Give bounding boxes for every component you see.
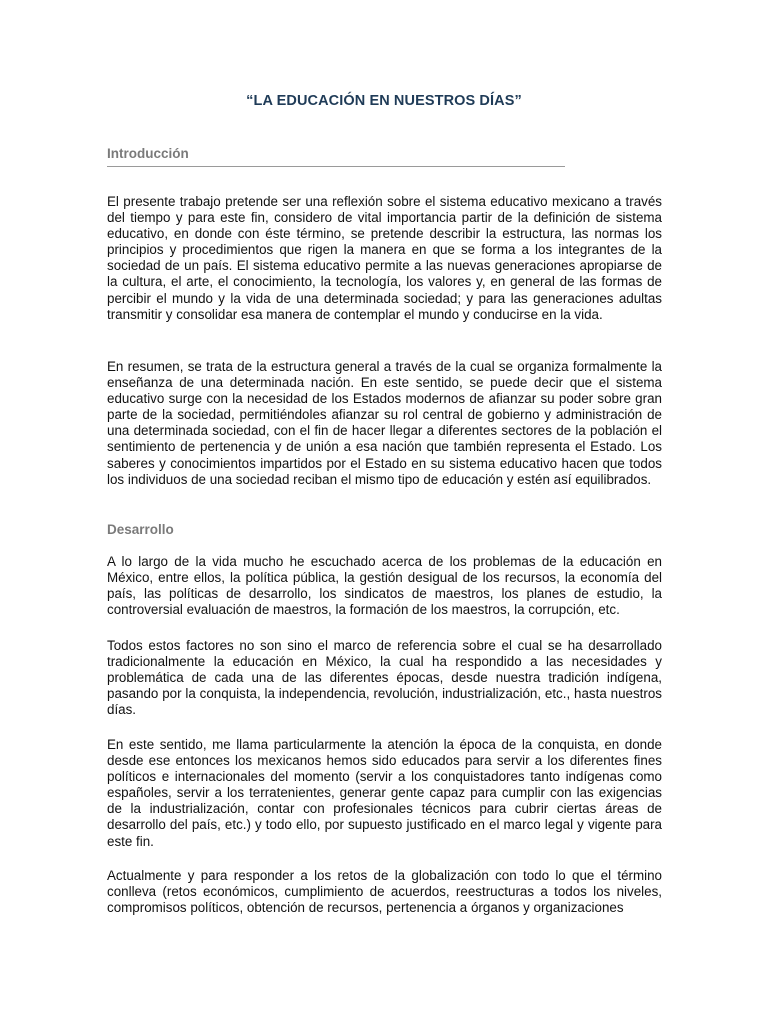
- section-divider: [107, 166, 565, 167]
- intro-paragraph-2: En resumen, se trata de la estructura general a través de la cual se organiza formalmente la enseñanza de una determinada nación. En este sentido, se puede decir que el sistema educativo surge con la necesidad de los Estados modernos de afianzar su poder sobre gran parte de la sociedad, permitiéndoles afianzar su rol central de gobierno y administración de una determinada sociedad, con el fin de hacer llegar a diferentes sectores de la población el sentimiento de pertenencia y de unión a esa nación que también representa el Estado. Los saberes y conocimientos impartidos por el Estado en su sistema educativo hacen que todos los individuos de una sociedad reciban el mismo tipo de educación y estén así equilibrados.: [107, 359, 662, 487]
- desarrollo-paragraph-2: Todos estos factores no son sino el marco de referencia sobre el cual se ha desarrollado tradicionalmente la educación en México, la cual ha respondido a las necesidades y problemática de cada una de las diferentes épocas, desde nuestra tradición indígena, pasando por la conquista, la independencia, revolución, industrialización, etc., hasta nuestros días.: [107, 638, 662, 718]
- desarrollo-paragraph-1: A lo largo de la vida mucho he escuchado acerca de los problemas de la educación en México, entre ellos, la política pública, la gestión desigual de los recursos, la economía del país, las políticas de desarrollo, los sindicatos de maestros, los planes de estudio, la controversial evaluación de maestros, la formación de los maestros, la corrupción, etc.: [107, 554, 662, 618]
- intro-paragraph-1: El presente trabajo pretende ser una reflexión sobre el sistema educativo mexicano a través del tiempo y para este fin, considero de vital importancia partir de la definición de sistema educativo, en donde con éste término, se pretende describir la estructura, las normas los principios y procedimientos que rigen la manera en que se forma a los integrantes de la sociedad de un país. El sistema educativo permite a las nuevas generaciones apropiarse de la cultura, el arte, el conocimiento, la tecnología, los valores y, en general de las formas de percibir el mundo y la vida de una determinada sociedad; y para las generaciones adultas transmitir y consolidar esa manera de contemplar el mundo y conducirse en la vida.: [107, 194, 662, 322]
- desarrollo-paragraph-3: En este sentido, me llama particularmente la atención la época de la conquista, en donde desde ese entonces los mexicanos hemos sido educados para servir a los diferentes fines políticos e internacionales del momento (servir a los conquistadores tanto indígenas como españoles, servir a los terratenientes, generar gente capaz para cumplir con las exigencias de la industrialización, contar con profesionales técnicos para cubrir ciertas áreas de desarrollo del país, etc.) y todo ello, por supuesto justificado en el marco legal y vigente para este fin.: [107, 737, 662, 849]
- document-title: “LA EDUCACIÓN EN NUESTROS DÍAS”: [246, 93, 522, 109]
- section-heading-desarrollo: Desarrollo: [107, 522, 174, 537]
- section-heading-introduccion: Introducción: [107, 146, 189, 161]
- desarrollo-paragraph-4: Actualmente y para responder a los retos de la globalización con todo lo que el término conlleva (retos económicos, cumplimiento de acuerdos, reestructuras a todos los niveles, compromisos políticos, obtención de recursos, pertenencia a órganos y organizaciones: [107, 868, 662, 916]
